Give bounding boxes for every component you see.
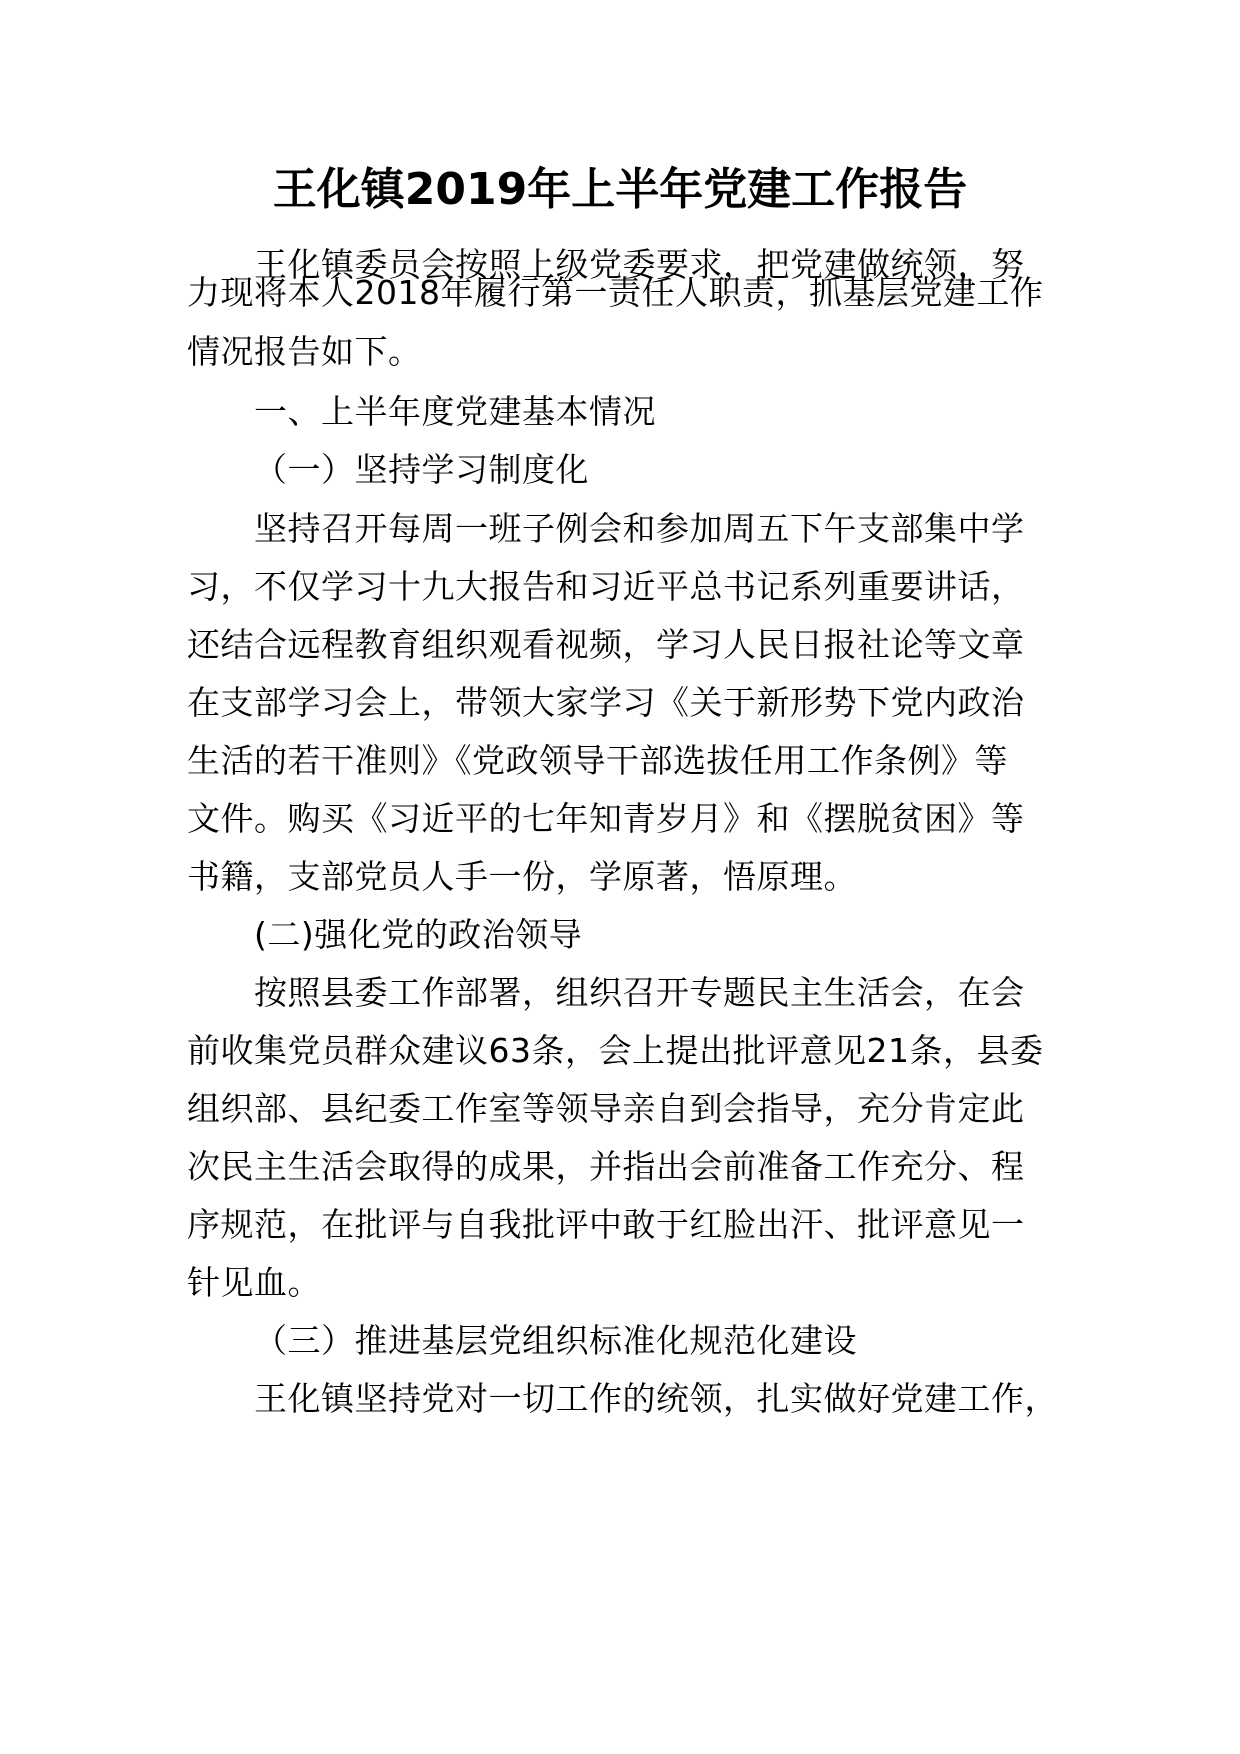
subsection-heading: （一）坚持学习制度化 xyxy=(254,450,589,489)
paragraph-line: 针见血。 xyxy=(187,1263,321,1302)
paragraph-line: 习，不仅学习十九大报告和习近平总书记系列重要讲话， xyxy=(187,567,1025,606)
subsection-heading: (二)强化党的政治领导 xyxy=(254,915,583,954)
document-title: 王化镇2019年上半年党建工作报告 xyxy=(272,164,968,215)
paragraph-line: 还结合远程教育组织观看视频，学习人民日报社论等文章 xyxy=(187,625,1025,664)
paragraph-line: 次民主生活会取得的成果，并指出会前准备工作充分、程 xyxy=(187,1147,1025,1186)
paragraph-line: 坚持召开每周一班子例会和参加周五下午支部集中学 xyxy=(254,509,1025,548)
paragraph-line: 力现将本人2018年履行第一责任人职责，抓基层党建工作 xyxy=(187,273,1044,312)
subsection-heading: （三）推进基层党组织标准化规范化建设 xyxy=(254,1321,857,1360)
paragraph-line: 在支部学习会上，带领大家学习《关于新形势下党内政治 xyxy=(187,683,1025,722)
paragraph-line: 王化镇坚持党对一切工作的统领，扎实做好党建工作， xyxy=(254,1379,1058,1418)
section-heading: 一、上半年度党建基本情况 xyxy=(254,392,656,431)
paragraph-line: 情况报告如下。 xyxy=(187,332,422,371)
paragraph-line: 序规范，在批评与自我批评中敢于红脸出汗、批评意见一 xyxy=(187,1205,1025,1244)
paragraph-line: 王化镇委员会按照上级党委要求，把党建做统领，努 xyxy=(254,245,1025,284)
paragraph-line: 前收集党员群众建议63条，会上提出批评意见21条，县委 xyxy=(187,1031,1044,1070)
paragraph-line: 按照县委工作部署，组织召开专题民主生活会，在会 xyxy=(254,973,1025,1012)
paragraph-line: 组织部、县纪委工作室等领导亲自到会指导，充分肯定此 xyxy=(187,1089,1025,1128)
paragraph-line: 生活的若干准则》《党政领导干部选拔任用工作条例》等 xyxy=(187,741,1008,780)
paragraph-line: 文件。购买《习近平的七年知青岁月》和《摆脱贫困》等 xyxy=(187,799,1025,838)
paragraph-line: 书籍，支部党员人手一份，学原著，悟原理。 xyxy=(187,857,857,896)
